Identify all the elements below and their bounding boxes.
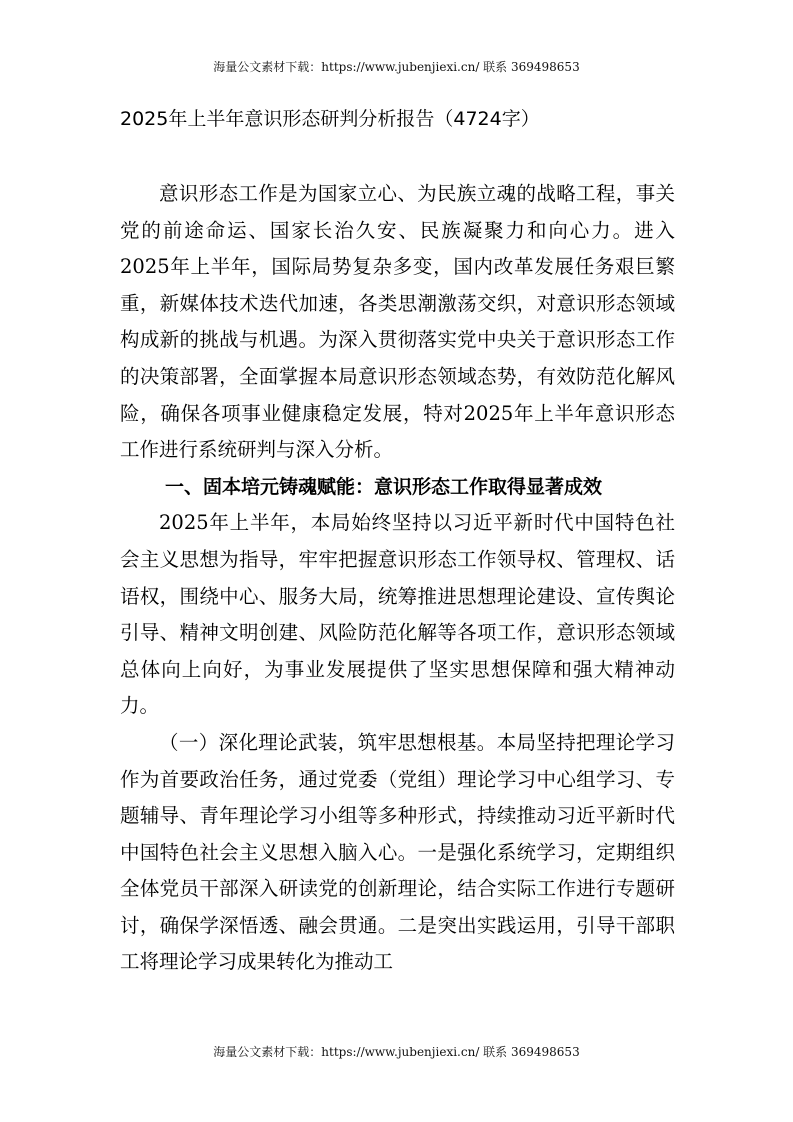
page-footer: 海量公文素材下载：https://www.jubenjiexi.cn/ 联系 369498653 xyxy=(213,1045,580,1059)
document-body xyxy=(120,176,675,981)
page-header: 海量公文素材下载：https://www.jubenjiexi.cn/ 联系 369498653 xyxy=(213,60,580,74)
section-paragraph: 2025年上半年，本局始终坚持以习近平新时代中国特色社会主义思想为指导，牢牢把握意识形态工作领导权、管理权、话语权，围绕中心、服务大局，统筹推进思想理论建设、宣传舆论引导、精神文明创建、风险防范化解等各项工作，意识形态领域总体向上向好，为事业发展提供了坚实思想保障和强大精神动力。 xyxy=(120,511,675,718)
intro-paragraph: 意识形态工作是为国家立心、为民族立魂的战略工程，事关党的前途命运、国家长治久安、民族凝聚力和向心力。进入2025年上半年，国际局势复杂多变，国内改革发展任务艰巨繁重，新媒体技术迭代加速，各类思潮激荡交织，对意识形态领域构成新的挑战与机遇。为深入贯彻落实党中央关于意识形态工作的决策部署，全面掌握本局意识形态领域态势，有效防范化解风险，确保各项事业健康稳定发展，特对2025年上半年意识形态工作进行系统研判与深入分析。 xyxy=(120,182,675,462)
subsection-paragraph: （一）深化理论武装，筑牢思想根基。本局坚持把理论学习作为首要政治任务，通过党委（党组）理论学习中心组学习、专题辅导、青年理论学习小组等多种形式，持续推动习近平新时代中国特色社会主义思想入脑入心。一是强化系统学习，定期组织全体党员干部深入研读党的创新理论，结合实际工作进行专题研讨，确保学深悟透、融会贯通。二是突出实践运用，引导干部职工将理论学习成果转化为推动工 xyxy=(120,730,675,974)
section-heading: 一、固本培元铸魂赋能：意识形态工作取得显著成效 xyxy=(165,475,603,498)
document-title: 2025年上半年意识形态研判分析报告（4724字） xyxy=(120,108,540,130)
